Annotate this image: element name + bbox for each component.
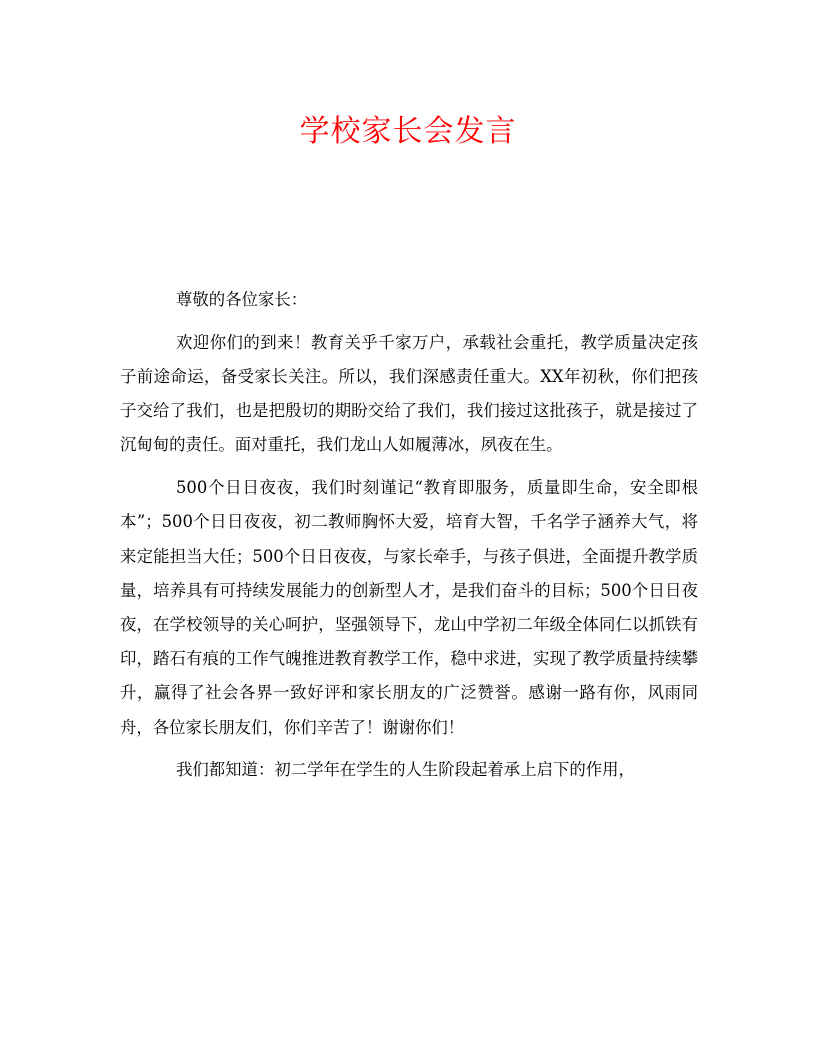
paragraph-2: 500个日日夜夜，我们时刻谨记“教育即服务，质量即生命，安全即根本”；500个日日夜夜，初二教师胸怀大爱，培育大智，千名学子涵养大气，将来定能担当大任；500个日日夜夜，与家长牵手，与孩子俱进，全面提升教学质量，培养具有可持续发展能力的创新型人才，是我们奋斗的目标；500个日日夜夜，在学校领导的关心呵护，坚强领导下，龙山中学初二年级全体同仁以抓铁有印，踏石有痕的工作气魄推进教育教学工作，稳中求进，实现了教学质量持续攀升，赢得了社会各界一致好评和家长朋友的广泛赞誉。感谢一路有你，风雨同舟，各位家长朋友们，你们辛苦了！谢谢你们！ — [120, 478, 698, 737]
paragraph-1: 欢迎你们的到来！教育关乎千家万户，承载社会重托，教学质量决定孩子前途命运，备受家长关注。所以，我们深感责任重大。XX年初秋，你们把孩子交给了我们，也是把殷切的期盼交给了我们，我们接过这批孩子，就是接过了沉甸甸的责任。面对重托，我们龙山人如履薄冰，夙夜在生。 — [120, 332, 698, 455]
paragraph-3: 我们都知道：初二学年在学生的人生阶段起着承上启下的作用， — [176, 760, 635, 780]
document-body — [120, 283, 698, 796]
document-title: 学校家长会发言 — [299, 114, 517, 149]
salutation: 尊敬的各位家长： — [176, 290, 308, 309]
